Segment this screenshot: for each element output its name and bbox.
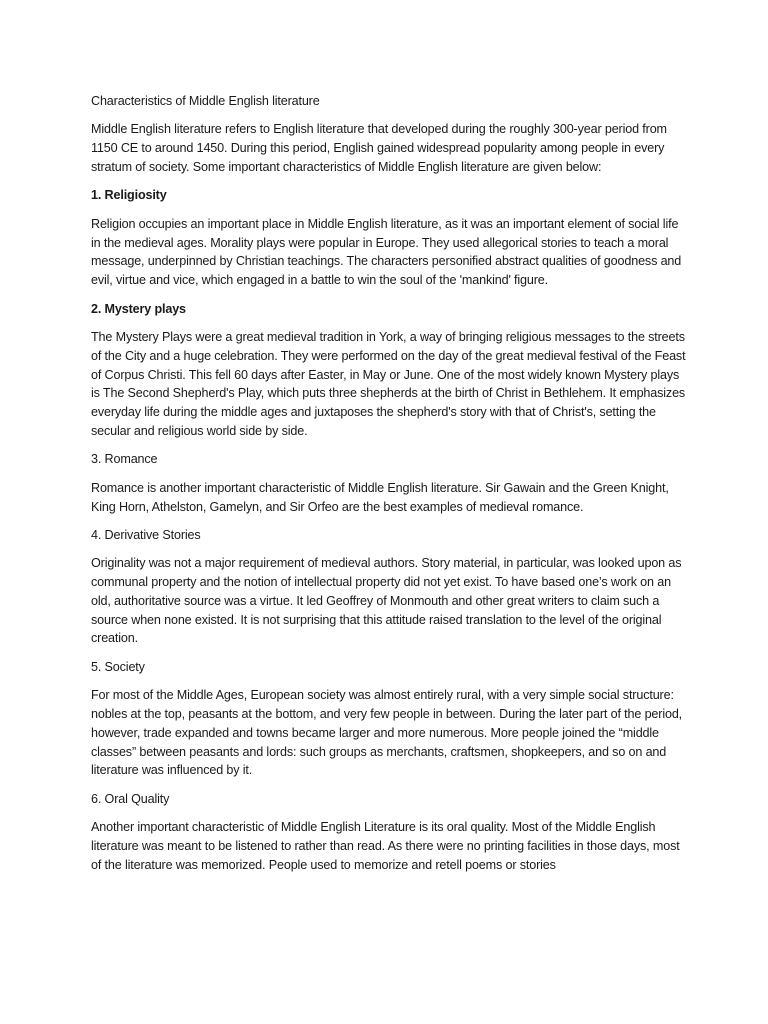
section-heading-derivative-stories: 4. Derivative Stories (91, 527, 201, 542)
section-body-oral-quality: Another important characteristic of Middle English Literature is its oral quality. Most of the Middle English literature was meant to be listened to rather than read. As there were no printing facilities in those days, most of the literature was memorized. People used to memorize and retell poems or stories (91, 820, 680, 872)
intro-paragraph: Middle English literature refers to English literature that developed during the roughly 300-year period from 1150 CE to around 1450. During this period, English gained widespread popularity among people in every stratum of society. Some important characteristics of Middle English literature are given below: (91, 122, 667, 174)
document-page (91, 92, 691, 884)
section-body-mystery-plays: The Mystery Plays were a great medieval tradition in York, a way of bringing religious messages to the streets of the City and a huge celebration. They were performed on the day of the great medieval festival of the Feast of Corpus Christi. This fell 60 days after Easter, in May or June. One of the most widely known Mystery plays is The Second Shepherd's Play, which puts three shepherds at the birth of Christ in Bethlehem. It emphasizes everyday life during the middle ages and juxtaposes the shepherd's story with that of Christ's, setting the secular and religious world side by side. (91, 329, 686, 438)
section-body-society: For most of the Middle Ages, European society was almost entirely rural, with a very simple social structure: nobles at the top, peasants at the bottom, and very few people in between. During the later part of the period, however, trade expanded and towns became larger and more numerous. More people joined the “middle classes” between peasants and lords: such groups as merchants, craftsmen, shopkeepers, and so on and literature was influenced by it. (91, 688, 683, 778)
document-title: Characteristics of Middle English literature (91, 94, 320, 108)
section-heading-religiosity: 1. Religiosity (91, 188, 167, 203)
section-heading-mystery-plays: 2. Mystery plays (91, 301, 186, 316)
section-heading-romance: 3. Romance (91, 452, 158, 467)
section-heading-society: 5. Society (91, 659, 145, 674)
section-heading-oral-quality: 6. Oral Quality (91, 791, 170, 806)
section-body-religiosity: Religion occupies an important place in Middle English literature, as it was an important element of social life in the medieval ages. Morality plays were popular in Europe. They used allegorical stories to teach a moral message, underpinned by Christian teachings. The characters personified abstract qualities of goodness and evil, virtue and vice, which engaged in a battle to win the soul of the 'mankind' figure. (91, 216, 682, 288)
section-body-derivative-stories: Originality was not a major requirement of medieval authors. Story material, in particular, was looked upon as communal property and the notion of intellectual property did not yet exist. To have based one’s work on an old, authoritative source was a virtue. It led Geoffrey of Monmouth and other great writers to claim such a source when none existed. It is not surprising that this attitude raised translation to the level of the original creation. (91, 556, 682, 646)
section-body-romance: Romance is another important characteristic of Middle English literature. Sir Gawain and the Green Knight, King Horn, Athelston, Gamelyn, and Sir Orfeo are the best examples of medieval romance. (91, 480, 669, 514)
